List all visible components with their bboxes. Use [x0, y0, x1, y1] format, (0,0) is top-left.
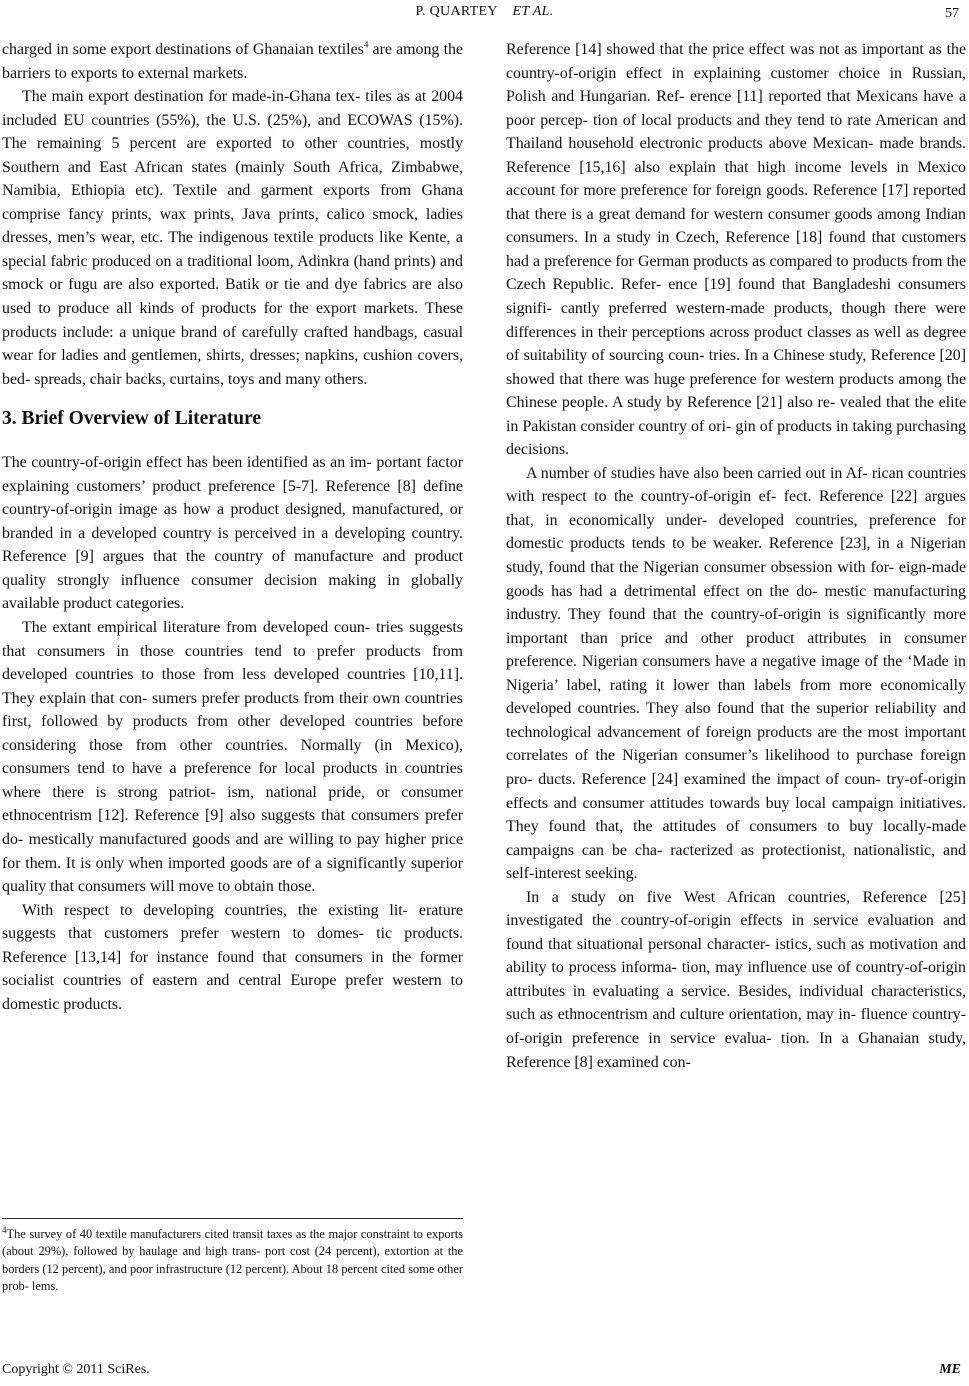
paragraph-developing-countries: With respect to developing countries, the existing lit- erature suggests that customers prefer western to domes- tic products. Reference [13,14] for instance found that consumers in the former socialist countries of eastern and central Europe prefer western to domestic products.: [2, 901, 463, 1013]
paragraph-country-of-origin: The country-of-origin effect has been identified as an im- portant factor explaining customers’ product preference [5-7]. Reference [8] define country-of-origin image as how a product designed, manufactured, or branded in a developed country is perceived in a developing country. Reference [9] argues that the country of manufacture and product quality strongly influence consumer decision making in globally available product categories.: [2, 454, 463, 613]
footnote-text: The survey of 40 textile manufacturers cited transit taxes as the major constraint to exports (about 29%), followed by haulage and high trans- port cost (24 percent), extortion at the borders (12 percent), and poor infrastructure (12 percent). About 18 percent cited some other prob- lems.: [2, 1227, 463, 1293]
paragraph-continuation-text: charged in some export destinations of Ghanaian textiles: [2, 41, 364, 58]
page-number: 57: [945, 6, 959, 21]
paragraph-continuation-tail: are among the barriers to exports to external markets.: [2, 41, 463, 82]
copyright-notice: Copyright © 2011 SciRes.: [2, 1362, 150, 1377]
footnote-ref: 4: [363, 39, 369, 50]
paragraph-african-studies: A number of studies have also been carried out in Af- rican countries with respect to the country-of-origin ef- fect. Reference [22] argues that, in economically under- developed countries, preference for domestic products tends to be weaker. Reference [23], in a Nigerian study, found that the Nigerian consumer obsession with for- eign-made goods has had a detrimental effect on the do- mestic manufacturing industry. They found that the country-of-origin is significantly more important than price and other product attributes in consumer preference. Nigerian consumers have a negative image of the ‘Made in Nigeria’ label, rating it lower than labels from more economically developed countries. They also found that the superior reliability and technological advancement of foreign products are the most important correlates of the Nigerian consumer’s likelihood to purchase foreign pro- ducts. Reference [24] examined the impact of coun- try-of-origin effects and consumer attitudes towards buy local campaign initiatives. They found that, the attitudes of consumers to buy locally-made campaigns can be cha- racterized as protectionist, nationalistic, and self-interest seeking.: [506, 464, 966, 883]
running-head-author: P. QUARTEY: [415, 4, 498, 19]
page-header: [0, 4, 969, 24]
footnote: [2, 1226, 463, 1295]
running-head-etal: ET AL.: [512, 4, 554, 19]
section-heading: 3. Brief Overview of Literature: [2, 408, 262, 430]
journal-abbreviation: ME: [939, 1362, 961, 1377]
running-head: [0, 4, 969, 20]
right-column: [506, 38, 966, 1074]
paragraph-reference-14: Reference [14] showed that the price effect was not as important as the country-of-origin effect in explaining customer choice in Russian, Polish and Hungarian. Ref- erence [11] reported that Mexicans have a poor percep- tion of local products and they tend to rate American and Thailand household electronic products above Mexican- made brands. Reference [15,16] also explain that high income levels in Mexico account for more preference for foreign goods. Reference [17] reported that there is a great demand for western consumer goods among Indian consumers. In a study in Czech, Reference [18] found that customers had a preference for German products as compared to products from the Czech Republic. Refer- ence [19] found that Bangladeshi consumers signifi- cantly preferred western-made products, though there were differences in their perceptions across product classes as well as degree of suitability of sourcing coun- tries. In a Chinese study, Reference [20] showed that there was huge preference for western products among the Chinese people. A study by Reference [21] also re- vealed that the elite in Pakistan consider country of ori- gin of products in taking purchasing decisions.: [506, 41, 966, 459]
paragraph-west-africa: In a study on five West African countries, Reference [25] investigated the country-of-origin effects in service evaluation and found that situational personal character- istics, such as motivation and ability to process informa- tion, may influence use of country-of-origin attributes in evaluating a service. Besides, individual characteristics, such as ethnocentrism and culture orientation, may in- fluence country-of-origin preference in service evalua- tion. In a Ghanaian study, Reference [8] examined con-: [506, 888, 966, 1071]
paragraph-export-destinations: The main export destination for made-in-Ghana tex- tiles as at 2004 included EU countries (55%), the U.S. (25%), and ECOWAS (15%). The remaining 5 percent are exported to other countries, mostly Southern and East African states (mainly South Africa, Zimbabwe, Namibia, Ethiopia etc). Textile and garment exports from Ghana comprise fancy prints, wax prints, Java prints, calico smock, ladies dresses, men’s wear, etc. The indigenous textile products like Kente, a special fabric produced on a traditional loom, Adinkra (hand prints) and smock or fugu are also exported. Batik or tie and dye fabrics are also used to produce all kinds of products for the export markets. These products include: a unique brand of carefully crafted handbags, casual wear for ladies and gentlemen, shirts, dresses; napkins, cushion covers, bed- spreads, chair backs, curtains, toys and many others.: [2, 88, 463, 388]
left-column: [2, 38, 463, 1016]
paragraph-developed-countries: The extant empirical literature from developed coun- tries suggests that consumers in those countries tend to prefer products from developed countries to those from less developed countries [10,11]. They explain that con- sumers prefer products from their own countries first, followed by products from other developed countries before considering those from other countries. Normally (in Mexico), consumers tend to have a preference for local products in countries where there is strong patriot- ism, national pride, or consumer ethnocentrism [12]. Reference [9] also suggests that consumers prefer do- mestically manufactured goods and are willing to pay higher price for them. It is only when imported goods are of a significantly superior quality that consumers will move to obtain those.: [2, 619, 463, 896]
footnote-marker: 4: [2, 1224, 7, 1235]
paragraph-continuation: [2, 38, 463, 85]
footnote-divider: [2, 1218, 463, 1219]
